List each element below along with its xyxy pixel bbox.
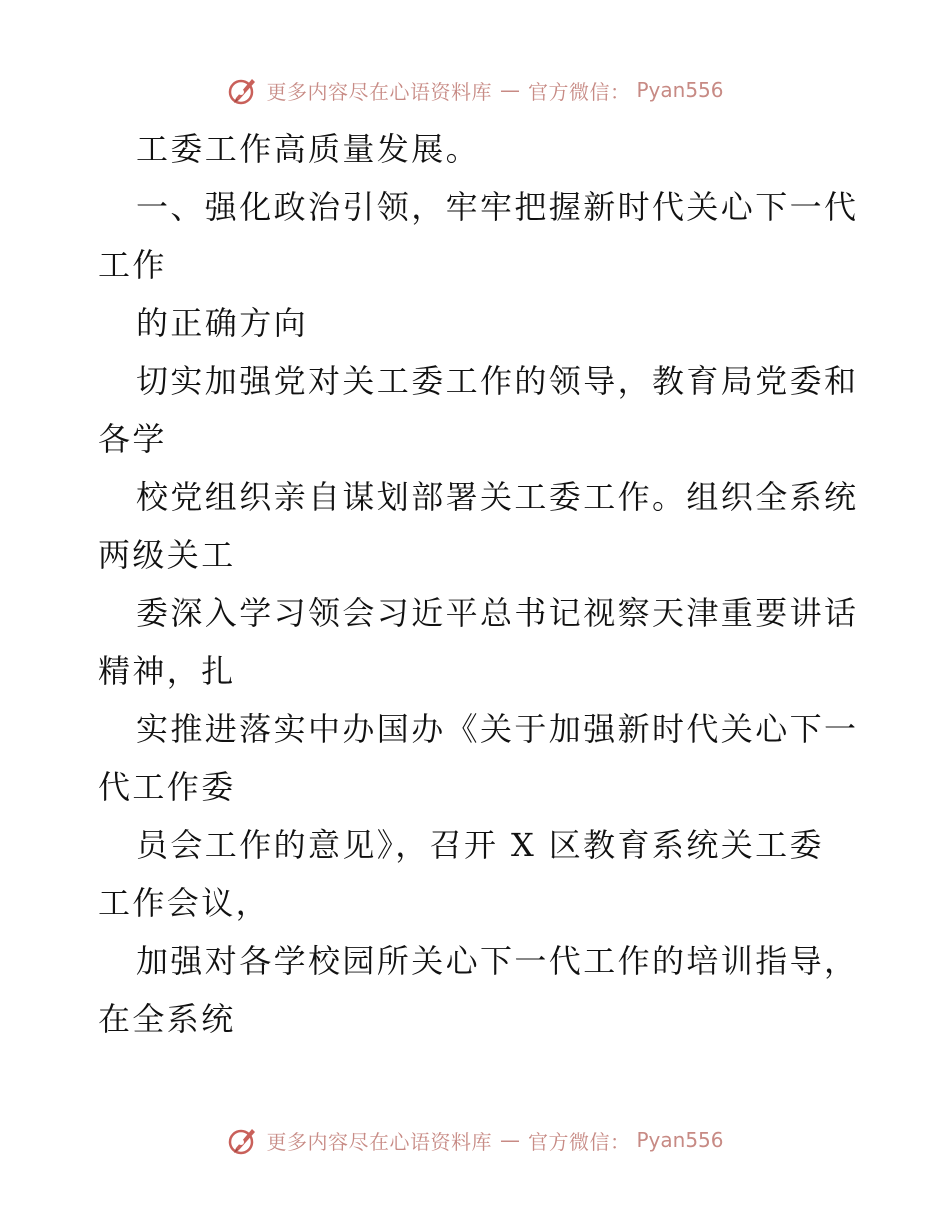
paragraph-line: 各学 bbox=[98, 420, 167, 458]
section-heading-line: 工作 bbox=[98, 246, 167, 284]
quill-pen-logo-icon bbox=[226, 1123, 260, 1157]
paragraph-line: 工委工作高质量发展。 bbox=[136, 130, 481, 168]
section-heading-line: 一、强化政治引领，牢牢把握新时代关心下一代 bbox=[136, 188, 859, 226]
quill-pen-logo-icon bbox=[226, 73, 260, 107]
watermark-contact-label: 官方微信： bbox=[527, 1129, 631, 1154]
paragraph-line: 切实加强党对关工委工作的领导，教育局党委和 bbox=[136, 362, 859, 400]
paragraph-line: 代工作委 bbox=[98, 768, 236, 806]
paragraph-line: 实推进落实中办国办《关于加强新时代关心下一 bbox=[136, 710, 859, 748]
watermark-site-text: 更多内容尽在心语资料库 bbox=[266, 1129, 492, 1154]
paragraph-line: 两级关工 bbox=[98, 536, 236, 574]
paragraph-line: 校党组织亲自谋划部署关工委工作。组织全系统 bbox=[136, 478, 859, 516]
watermark-handle: Pyan556 bbox=[636, 1128, 724, 1152]
watermark-handle: Pyan556 bbox=[636, 78, 724, 102]
header-watermark bbox=[0, 70, 950, 110]
paragraph-line: 工作会议， bbox=[98, 884, 271, 922]
paragraph-line: 精神，扎 bbox=[98, 652, 236, 690]
watermark-site-text: 更多内容尽在心语资料库 bbox=[266, 79, 492, 104]
paragraph-line: 员会工作的意见》，召开 X 区教育系统关工委 bbox=[136, 826, 824, 864]
paragraph-line: 在全系统 bbox=[98, 1000, 236, 1038]
watermark-separator: — bbox=[499, 1128, 520, 1152]
watermark-separator: — bbox=[499, 78, 520, 102]
section-heading-line: 的正确方向 bbox=[136, 304, 309, 342]
paragraph-line: 加强对各学校园所关心下一代工作的培训指导， bbox=[136, 942, 859, 980]
footer-watermark bbox=[0, 1120, 950, 1160]
document-body bbox=[98, 120, 868, 1048]
paragraph-line: 委深入学习领会习近平总书记视察天津重要讲话 bbox=[136, 594, 859, 632]
watermark-contact-label: 官方微信： bbox=[527, 79, 631, 104]
